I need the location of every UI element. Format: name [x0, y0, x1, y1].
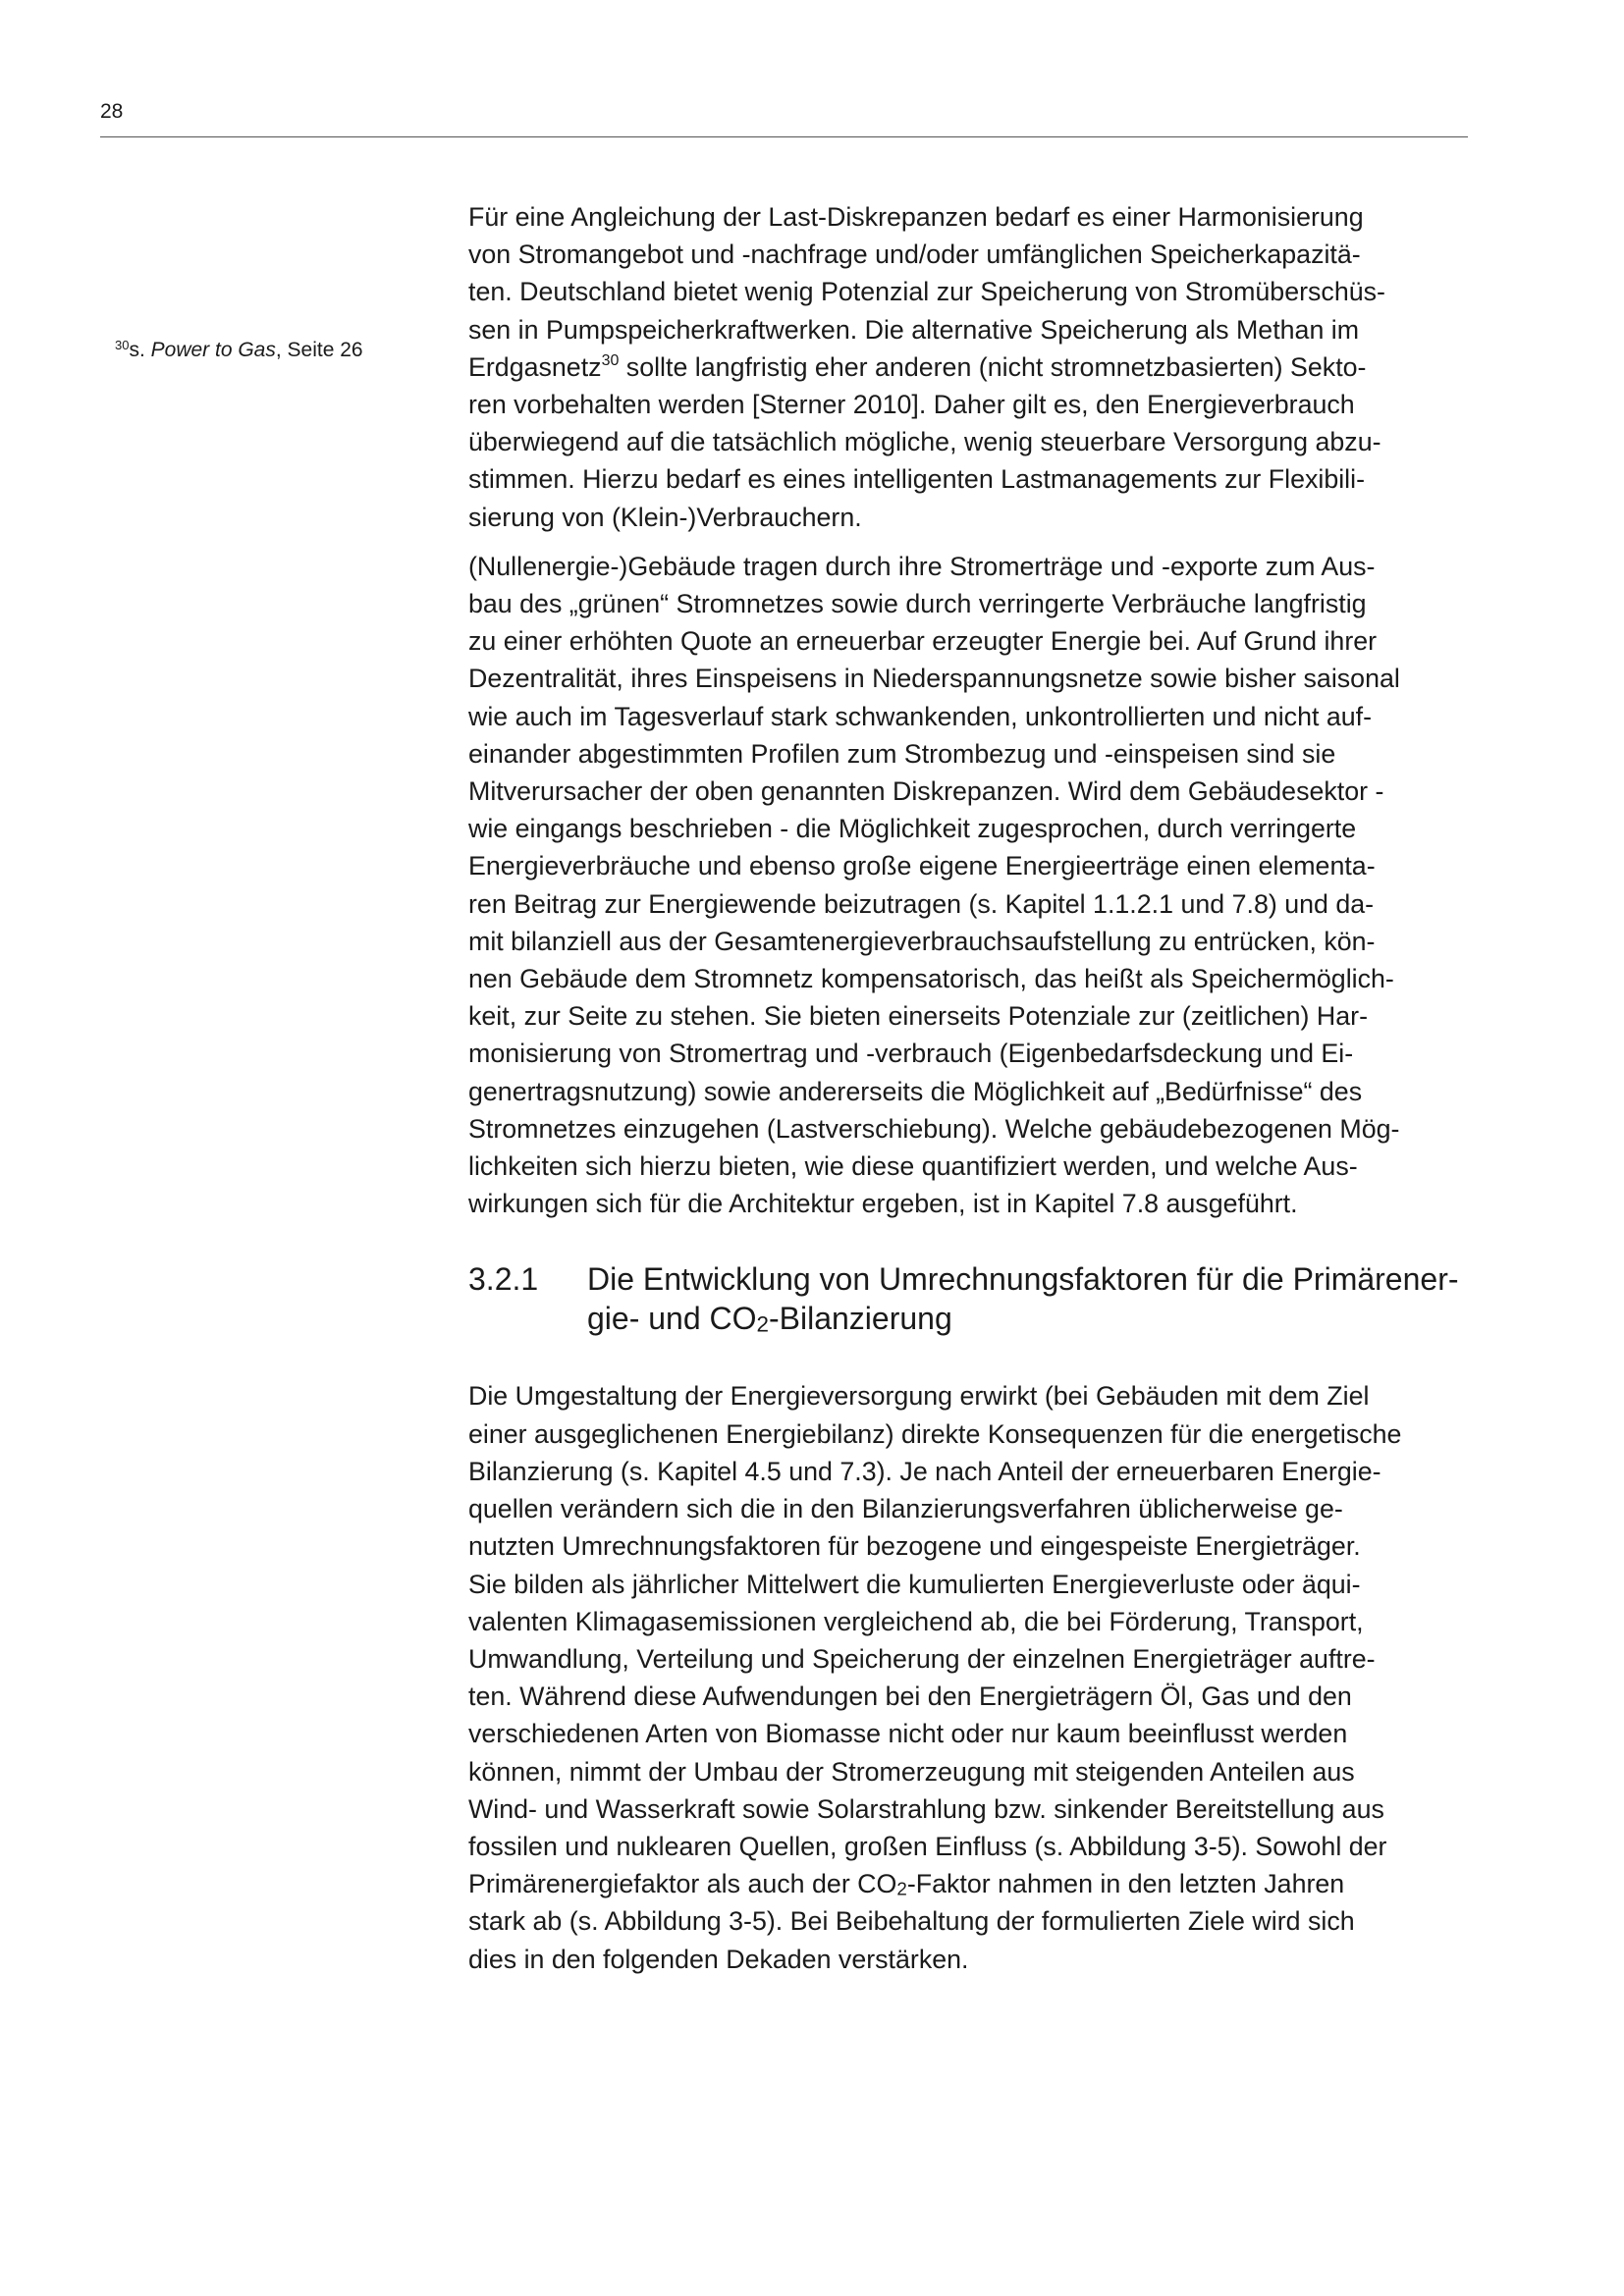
text-line: nutzten Umrechnungsfaktoren für bezogene und eingespeiste Energieträger.: [468, 1531, 1361, 1562]
text-line: Dezentralität, ihres Einspeisens in Niederspannungsnetze sowie bisher saisonal: [468, 664, 1400, 694]
main-content: [468, 198, 1466, 1978]
footnote-title: Power to Gas: [150, 339, 276, 361]
text-fragment: Erdgasnetz: [468, 351, 602, 382]
text-line: sierung von (Klein-)Verbrauchern.: [468, 502, 862, 532]
text-fragment: -Faktor nahmen in den letzten Jahren: [906, 1869, 1345, 1899]
footnote: [115, 337, 429, 364]
text-line: valenten Klimagasemissionen vergleichend ab, die bei Förderung, Transport,: [468, 1606, 1364, 1636]
text-line: ten. Deutschland bietet wenig Potenzial zur Speicherung von Stromüberschüs-: [468, 277, 1385, 307]
subscript: 2: [896, 1878, 907, 1899]
text-line: ren vorbehalten werden [Sterner 2010]. Daher gilt es, den Energieverbrauch: [468, 390, 1355, 420]
text-line: stimmen. Hierzu bedarf es eines intelligenten Lastmanagements zur Flexibili-: [468, 464, 1366, 495]
footnote-prefix: s.: [129, 339, 151, 361]
text-fragment: Primärenergiefaktor als auch der CO: [468, 1869, 897, 1899]
text-fragment: -Bilanzierung: [768, 1301, 952, 1337]
text-line: monisierung von Stromertrag und -verbrauch (Eigenbedarfsdeckung und Ei-: [468, 1039, 1354, 1069]
text-line: wie auch im Tagesverlauf stark schwankenden, unkontrollierten und nicht auf-: [468, 701, 1373, 731]
text-line: einander abgestimmten Profilen zum Strombezug und -einspeisen sind sie: [468, 738, 1336, 769]
footnote-reference: 30: [601, 351, 620, 369]
text-line: überwiegend auf die tatsächlich mögliche, wenig steuerbare Versorgung abzu-: [468, 427, 1381, 457]
text-line: von Stromangebot und -nachfrage und/oder umfänglichen Speicherkapazitä-: [468, 240, 1361, 270]
text-line: lichkeiten sich hierzu bieten, wie diese quantifiziert werden, und welche Aus-: [468, 1151, 1358, 1182]
section-title: [587, 1259, 1459, 1338]
text-line: Stromnetzes einzugehen (Lastverschiebung). Welche gebäudebezogenen Mög-: [468, 1113, 1400, 1144]
text-line: Wind- und Wasserkraft sowie Solarstrahlung bzw. sinkender Bereitstellung aus: [468, 1793, 1384, 1824]
text-fragment: sollte langfristig eher anderen (nicht stromnetzbasierten) Sekto-: [619, 351, 1367, 382]
paragraph-3: [468, 1377, 1466, 1977]
text-line: Mitverursacher der oben genannten Diskrepanzen. Wird dem Gebäudesektor -: [468, 776, 1384, 807]
text-line: Sie bilden als jährlicher Mittelwert die kumulierten Energieverluste oder äqui-: [468, 1569, 1361, 1599]
text-line: einer ausgeglichenen Energiebilanz) direkte Konsequenzen für die energetische: [468, 1418, 1402, 1449]
text-line: [468, 1865, 1466, 1902]
text-line: Für eine Angleichung der Last-Diskrepanzen bedarf es einer Harmonisierung: [468, 202, 1364, 232]
text-line: wirkungen sich für die Architektur ergeben, ist in Kapitel 7.8 ausgeführt.: [468, 1189, 1298, 1219]
text-line: zu einer erhöhten Quote an erneuerbar erzeugter Energie bei. Auf Grund ihrer: [468, 626, 1378, 657]
text-line: Energieverbräuche und ebenso große eigene Energieerträge einen elementa-: [468, 851, 1376, 881]
text-line: fossilen und nuklearen Quellen, großen Einfluss (s. Abbildung 3-5). Sowohl der: [468, 1831, 1387, 1861]
footnote-suffix: , Seite 26: [275, 339, 363, 361]
subscript: 2: [756, 1312, 769, 1338]
text-line: bau des „grünen“ Stromnetzes sowie durch verringerte Verbräuche langfristig: [468, 589, 1367, 619]
text-line: nen Gebäude dem Stromnetz kompensatorisch, das heißt als Speichermöglich-: [468, 964, 1394, 994]
text-line: können, nimmt der Umbau der Stromerzeugung mit steigenden Anteilen aus: [468, 1756, 1355, 1787]
text-line: Die Umgestaltung der Energieversorgung erwirkt (bei Gebäuden mit dem Ziel: [468, 1381, 1370, 1412]
text-line: [468, 348, 1466, 386]
footnote-mark: 30: [115, 338, 130, 352]
text-line: sen in Pumpspeicherkraftwerken. Die alternative Speicherung als Methan im: [468, 314, 1360, 345]
section-number: 3.2.1: [468, 1261, 539, 1298]
paragraph-2: [468, 548, 1466, 1223]
text-fragment: gie- und CO: [587, 1301, 757, 1337]
text-line: ten. Während diese Aufwendungen bei den Energieträgern Öl, Gas und den: [468, 1682, 1352, 1712]
text-line: genertragsnutzung) sowie andererseits die Möglichkeit auf „Bedürfnisse“ des: [468, 1076, 1363, 1106]
section-heading: [468, 1259, 1466, 1338]
section-title-line: Die Entwicklung von Umrechnungsfaktoren für die Primärener-: [587, 1261, 1459, 1298]
text-line: Bilanzierung (s. Kapitel 4.5 und 7.3). Je nach Anteil der erneuerbaren Energie-: [468, 1456, 1381, 1486]
text-line: mit bilanziell aus der Gesamtenergieverbrauchsaufstellung zu entrücken, kön-: [468, 926, 1376, 956]
text-line: quellen verändern sich die in den Bilanzierungsverfahren üblicherweise ge-: [468, 1494, 1343, 1524]
text-line: stark ab (s. Abbildung 3-5). Bei Beibehaltung der formulierten Ziele wird sich: [468, 1906, 1355, 1937]
section-title-line: [587, 1299, 1459, 1338]
text-line: wie eingangs beschrieben - die Möglichkeit zugesprochen, durch verringerte: [468, 814, 1357, 844]
text-line: Umwandlung, Verteilung und Speicherung der einzelnen Energieträger auftre-: [468, 1643, 1376, 1674]
text-line: verschiedenen Arten von Biomasse nicht oder nur kaum beeinflusst werden: [468, 1719, 1348, 1749]
text-line: (Nullenergie-)Gebäude tragen durch ihre Stromerträge und -exporte zum Aus-: [468, 551, 1376, 581]
paragraph-1: [468, 198, 1466, 536]
header-rule: [100, 136, 1468, 137]
text-line: ren Beitrag zur Energiewende beizutragen (s. Kapitel 1.1.2.1 und 7.8) und da-: [468, 888, 1375, 919]
text-line: keit, zur Seite zu stehen. Sie bieten einerseits Potenziale zur (zeitlichen) Har-: [468, 1001, 1369, 1032]
page-number: 28: [100, 100, 124, 123]
text-line: dies in den folgenden Dekaden verstärken.: [468, 1944, 969, 1974]
